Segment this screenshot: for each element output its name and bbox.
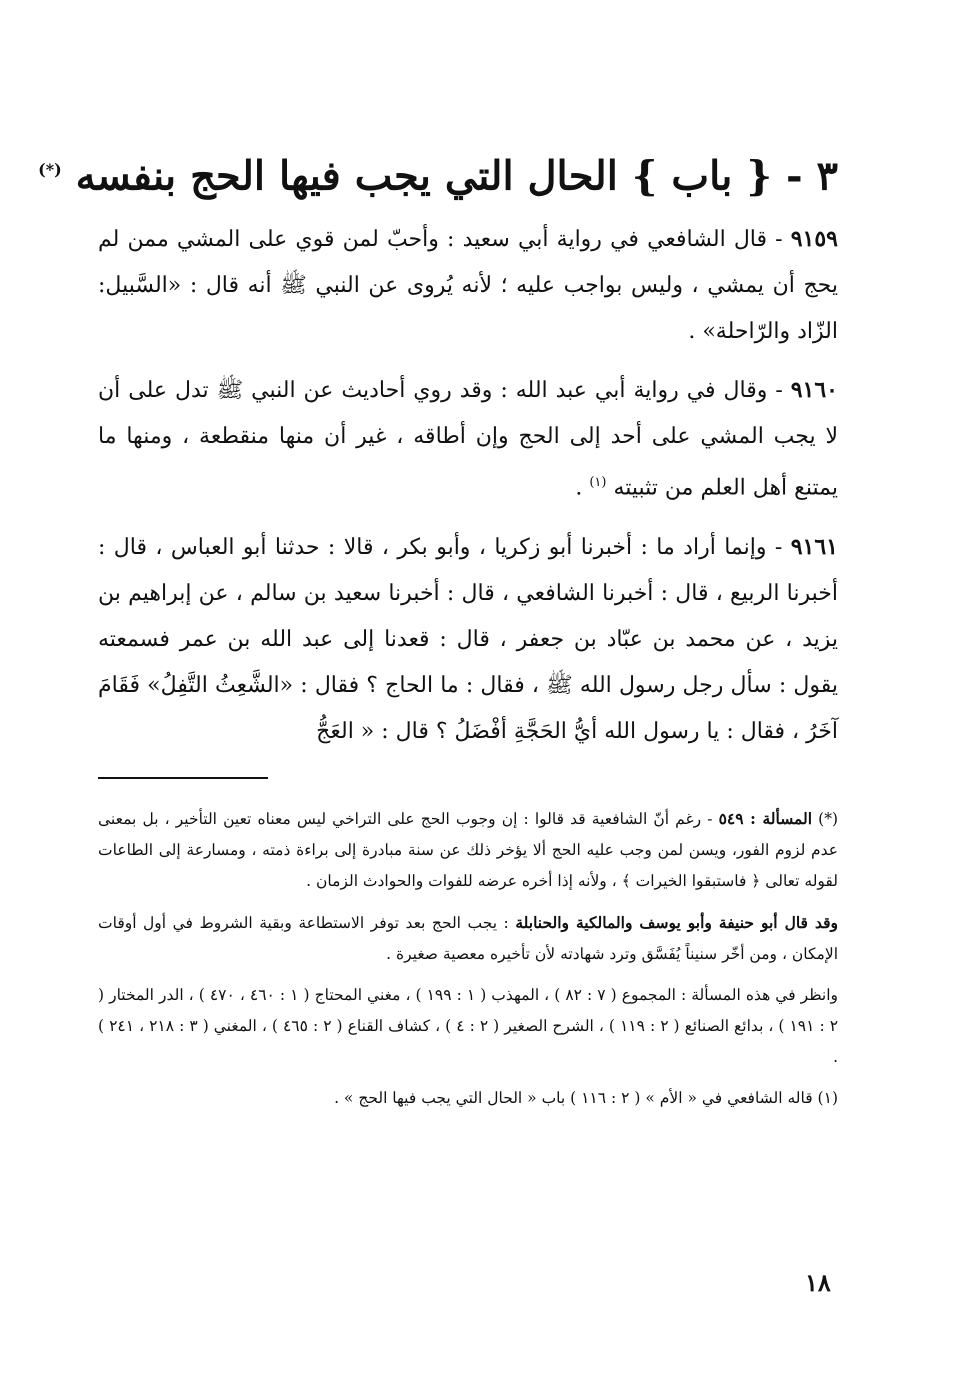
paragraph-text: - قال الشافعي في رواية أبي سعيد : وأحبّ لمن قوي على المشي ممن لم يحج أن يمشي ، وليس بواجب عليه ؛ لأنه يُروى عن النبي ﷺ أنه قال : «السَّبيل: الزّاد والرّاحلة» . xyxy=(98,227,838,345)
footnote-marker: (*) xyxy=(818,809,838,828)
paragraph-9160 xyxy=(98,367,838,511)
paragraph-end: . xyxy=(575,475,590,501)
footnote-references-text: وانظر في هذه المسألة : المجموع ( ٧ : ٨٢ ) ، المهذب ( ١ : ١٩٩ ) ، مغني المحتاج ( ١ : ٤٦٠ ، ٤٧٠ ) ، الدر المختار ( ٢ : ١٩١ ) ، بدائع الصنائع ( ٢ : ١١٩ ) ، الشرح الصغير ( ٢ : ٤ ) ، كشاف القناع ( ٢ : ٤٦٥ ) ، المغني ( ٣ : ٢١٨ ، ٢٤١ ) . xyxy=(98,985,839,1066)
footnote-issue-text: - رغم أنّ الشافعية قد قالوا : إن وجوب الحج على التراخي ليس معناه تعين التأخير ، بل بمعنى عدم لزوم الفور، ويسن لمن وجب عليه الحج ألا يؤخر ذلك عن سنة مبادرة إلى براءة ذمته ، ومسارعة إلى الطاعات لقوله تعالى ﴿ فاستبقوا الخيرات ﴾ ، ولأنه إذا أخره عرضه للفوات والحوادث الزمان . xyxy=(98,809,838,890)
paragraph-number: ٩١٦١ xyxy=(790,533,838,560)
paragraph-number: ٩١٦٠ xyxy=(790,377,838,404)
paragraph-text: - وقال في رواية أبي عبد الله : وقد روي أحاديث عن النبي ﷺ تدل على أن لا يجب المشي على أحد إلى الحج وإن أطاقه ، غير أن منها منقطعة ، ومنها ما يمتنع أهل العلم من تثبيته xyxy=(98,378,838,501)
footnote-references xyxy=(98,980,838,1073)
paragraph-9161 xyxy=(98,524,838,755)
chapter-title-text: ٣ - { باب } الحال التي يجب فيها الحج بنفسه xyxy=(75,152,838,200)
footnote-issue-label: المسألة : ٥٤٩ xyxy=(718,808,813,828)
paragraph-9159 xyxy=(98,216,838,355)
footnote-divider xyxy=(98,777,268,779)
footnote-schools-text: : يجب الحج بعد توفر الاستطاعة وبقية الشروط في أول أوقات الإمكان ، ومن أخّر سنيناً يُفَسَّق وترد شهادته لأن تأخيره معصية صغيرة . xyxy=(98,913,838,963)
chapter-title xyxy=(38,140,838,206)
footnote-source-text: (١) قاله الشافعي في « الأم » ( ٢ : ١١٦ ) باب « الحال التي يجب فيها الحج » . xyxy=(334,1088,838,1107)
page-body xyxy=(38,140,839,1124)
footnote-source xyxy=(98,1083,838,1114)
footnote-other-schools xyxy=(98,907,838,970)
footnote-schools-label: وقد قال أبو حنيفة وأبو يوسف والمالكية والحنابلة xyxy=(515,912,838,932)
page-number: ١٨ xyxy=(805,1268,831,1297)
paragraph-text: - وإنما أراد ما : أخبرنا أبو زكريا ، وأبو بكر ، قالا : حدثنا أبو العباس ، قال : أخبرنا الربيع ، قال : أخبرنا الشافعي ، قال : أخبرنا سعيد بن سالم ، عن إبراهيم بن يزيد ، عن محمد بن عبّاد بن جعفر ، قال : قعدنا إلى عبد الله بن عمر فسمعته يقول : سأل رجل رسول الله ﷺ ، فقال : ما الحاج ؟ فقال : «الشَّعِثُ التَّفِلُ» فَقَامَ آخَرُ ، فقال : يا رسول الله أيُّ الحَجَّةِ أفْضَلُ ؟ قال : « العَجُّ xyxy=(98,534,838,744)
footnote-issue xyxy=(98,803,838,897)
footnote-reference: (١) xyxy=(589,475,607,491)
paragraph-number: ٩١٥٩ xyxy=(790,226,838,253)
title-footnote-marker: (*) xyxy=(38,160,62,179)
